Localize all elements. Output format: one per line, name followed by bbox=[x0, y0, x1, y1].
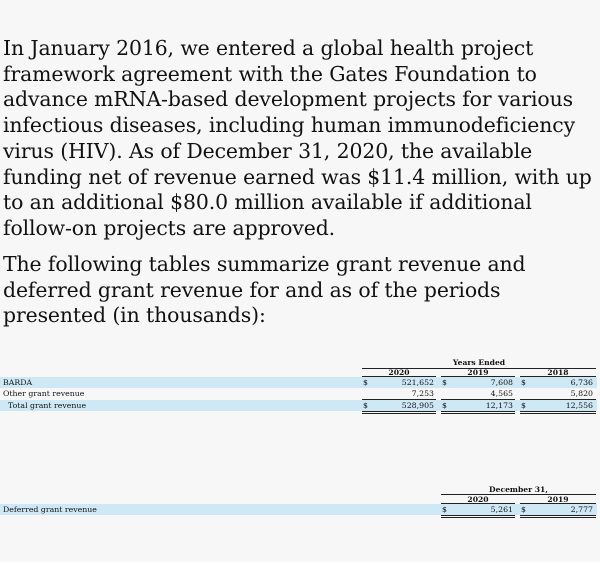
tables-intro-paragraph: The following tables summarize grant revenue and deferred grant revenue for and as of the periods presented (in thousands): bbox=[3, 252, 526, 328]
currency-symbol: $ bbox=[363, 378, 368, 387]
row-label: Deferred grant revenue bbox=[3, 505, 97, 514]
table-row-deferred bbox=[0, 504, 597, 515]
table-row-other bbox=[0, 388, 597, 399]
value-2020: 528,905 bbox=[401, 401, 434, 410]
currency-symbol: $ bbox=[363, 401, 368, 410]
currency-symbol: $ bbox=[442, 505, 447, 514]
deferred-revenue-table bbox=[0, 478, 600, 523]
value-2018: 12,556 bbox=[565, 401, 593, 410]
row-label: Other grant revenue bbox=[3, 389, 85, 398]
table-row-barda bbox=[0, 377, 597, 388]
grant-revenue-table bbox=[0, 350, 600, 420]
value-2019: 12,173 bbox=[485, 401, 513, 410]
row-label: Total grant revenue bbox=[8, 401, 87, 410]
value-2020: 5,261 bbox=[490, 505, 513, 514]
december-31-header: December 31, bbox=[489, 485, 548, 494]
table-row-total bbox=[0, 400, 597, 411]
value-2018: 5,820 bbox=[570, 389, 593, 398]
year-header-2020: 2020 bbox=[467, 495, 489, 504]
row-label: BARDA bbox=[3, 378, 33, 387]
year-header-2020: 2020 bbox=[388, 368, 410, 377]
currency-symbol: $ bbox=[521, 378, 526, 387]
value-2018: 6,736 bbox=[570, 378, 593, 387]
value-2019: 7,608 bbox=[490, 378, 513, 387]
years-ended-header: Years Ended bbox=[452, 358, 506, 367]
currency-symbol: $ bbox=[521, 401, 526, 410]
value-2019: 2,777 bbox=[570, 505, 593, 514]
year-header-2018: 2018 bbox=[547, 368, 569, 377]
intro-paragraph: In January 2016, we entered a global health project framework agreement with the Gates Foundation to advance mRNA-based development projects for various infectious diseases, including human immunodeficiency virus (HIV). As of December 31, 2020, the available funding net of revenue earned was $11.4 million, with up to an additional $80.0 million available if additional follow-on projects are approved. bbox=[3, 36, 592, 240]
value-2020: 521,652 bbox=[401, 378, 434, 387]
year-header-2019: 2019 bbox=[467, 368, 489, 377]
currency-symbol: $ bbox=[521, 505, 526, 514]
value-2020: 7,253 bbox=[411, 389, 434, 398]
value-2019: 4,565 bbox=[490, 389, 513, 398]
currency-symbol: $ bbox=[442, 378, 447, 387]
currency-symbol: $ bbox=[442, 401, 447, 410]
year-header-2019: 2019 bbox=[547, 495, 569, 504]
